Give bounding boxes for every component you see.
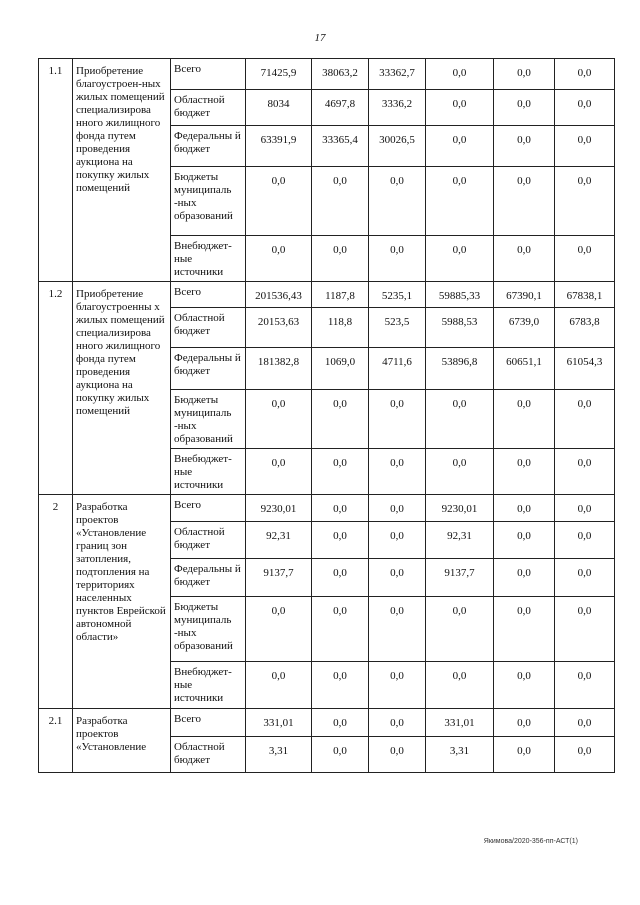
amount-cell: 67838,1	[555, 282, 615, 308]
amount-cell: 5235,1	[369, 282, 426, 308]
amount-cell: 0,0	[426, 597, 494, 662]
item-code: 2.1	[39, 709, 73, 773]
amount-cell: 0,0	[426, 167, 494, 236]
funding-source: Внебюджет-ные источники	[171, 449, 246, 495]
amount-cell: 0,0	[312, 709, 369, 737]
amount-cell: 0,0	[555, 126, 615, 167]
funding-source: Федеральны й бюджет	[171, 559, 246, 597]
amount-cell: 0,0	[369, 390, 426, 449]
amount-cell: 0,0	[494, 597, 555, 662]
amount-cell: 0,0	[312, 449, 369, 495]
amount-cell: 9230,01	[426, 495, 494, 522]
funding-source: Внебюджет-ные источники	[171, 236, 246, 282]
amount-cell: 0,0	[369, 236, 426, 282]
amount-cell: 201536,43	[246, 282, 312, 308]
amount-cell: 0,0	[494, 167, 555, 236]
amount-cell: 20153,63	[246, 308, 312, 348]
amount-cell: 1069,0	[312, 348, 369, 390]
amount-cell: 0,0	[369, 709, 426, 737]
table-row	[39, 59, 615, 90]
document-code: Якимова/2020-356-пп-АСТ(1)	[483, 838, 578, 845]
amount-cell: 3336,2	[369, 90, 426, 126]
amount-cell: 8034	[246, 90, 312, 126]
amount-cell: 0,0	[555, 90, 615, 126]
amount-cell: 0,0	[312, 597, 369, 662]
amount-cell: 0,0	[369, 662, 426, 709]
funding-source: Внебюджет-ные источники	[171, 662, 246, 709]
amount-cell: 331,01	[426, 709, 494, 737]
amount-cell: 9230,01	[246, 495, 312, 522]
amount-cell: 9137,7	[246, 559, 312, 597]
amount-cell: 0,0	[312, 662, 369, 709]
amount-cell: 0,0	[426, 236, 494, 282]
amount-cell: 0,0	[555, 559, 615, 597]
amount-cell: 523,5	[369, 308, 426, 348]
amount-cell: 0,0	[494, 59, 555, 90]
amount-cell: 0,0	[312, 737, 369, 773]
page-number: 17	[314, 32, 326, 44]
funding-source: Областной бюджет	[171, 522, 246, 559]
amount-cell: 0,0	[494, 709, 555, 737]
amount-cell: 92,31	[246, 522, 312, 559]
item-name: Разработка проектов «Установление	[73, 709, 171, 773]
item-name: Приобретение благоустроен-ных жилых помещений специализирова нного жилищного фонда путем проведения аукциона на покупку жилых помещений	[73, 59, 171, 282]
funding-source: Всего	[171, 59, 246, 90]
funding-source: Областной бюджет	[171, 90, 246, 126]
amount-cell: 0,0	[312, 495, 369, 522]
amount-cell: 5988,53	[426, 308, 494, 348]
amount-cell: 0,0	[555, 236, 615, 282]
table-row	[39, 495, 615, 522]
amount-cell: 0,0	[312, 167, 369, 236]
amount-cell: 0,0	[312, 236, 369, 282]
amount-cell: 59885,33	[426, 282, 494, 308]
amount-cell: 92,31	[426, 522, 494, 559]
amount-cell: 0,0	[369, 495, 426, 522]
amount-cell: 118,8	[312, 308, 369, 348]
amount-cell: 0,0	[555, 662, 615, 709]
amount-cell: 0,0	[555, 59, 615, 90]
amount-cell: 0,0	[312, 522, 369, 559]
amount-cell: 61054,3	[555, 348, 615, 390]
amount-cell: 0,0	[369, 597, 426, 662]
item-name: Приобретение благоустроенны х жилых помещений специализирова нного жилищного фонда путем проведения аукциона на покупку жилых помещений	[73, 282, 171, 495]
amount-cell: 60651,1	[494, 348, 555, 390]
amount-cell: 0,0	[312, 559, 369, 597]
funding-source: Бюджеты муниципаль -ных образований	[171, 597, 246, 662]
funding-source: Федеральны й бюджет	[171, 126, 246, 167]
amount-cell: 0,0	[369, 522, 426, 559]
amount-cell: 0,0	[494, 449, 555, 495]
amount-cell: 0,0	[369, 559, 426, 597]
amount-cell: 0,0	[369, 449, 426, 495]
amount-cell: 38063,2	[312, 59, 369, 90]
funding-source: Всего	[171, 495, 246, 522]
amount-cell: 0,0	[494, 495, 555, 522]
amount-cell: 6783,8	[555, 308, 615, 348]
amount-cell: 0,0	[426, 126, 494, 167]
amount-cell: 0,0	[246, 597, 312, 662]
amount-cell: 0,0	[494, 236, 555, 282]
amount-cell: 0,0	[494, 126, 555, 167]
funding-source: Областной бюджет	[171, 308, 246, 348]
amount-cell: 0,0	[555, 737, 615, 773]
amount-cell: 0,0	[555, 167, 615, 236]
amount-cell: 0,0	[555, 449, 615, 495]
funding-source: Областной бюджет	[171, 737, 246, 773]
amount-cell: 3,31	[246, 737, 312, 773]
amount-cell: 33365,4	[312, 126, 369, 167]
amount-cell: 30026,5	[369, 126, 426, 167]
item-name: Разработка проектов «Установление границ зон затопления, подтопления на территориях населенных пунктов Еврейской автономной области»	[73, 495, 171, 709]
funding-source: Всего	[171, 282, 246, 308]
amount-cell: 0,0	[555, 709, 615, 737]
amount-cell: 0,0	[494, 737, 555, 773]
amount-cell: 9137,7	[426, 559, 494, 597]
item-code: 1.2	[39, 282, 73, 495]
amount-cell: 0,0	[246, 167, 312, 236]
funding-source: Федеральны й бюджет	[171, 348, 246, 390]
amount-cell: 0,0	[494, 522, 555, 559]
amount-cell: 0,0	[426, 90, 494, 126]
amount-cell: 0,0	[312, 390, 369, 449]
amount-cell: 53896,8	[426, 348, 494, 390]
amount-cell: 33362,7	[369, 59, 426, 90]
amount-cell: 0,0	[494, 662, 555, 709]
amount-cell: 3,31	[426, 737, 494, 773]
amount-cell: 0,0	[555, 495, 615, 522]
table-row	[39, 709, 615, 737]
amount-cell: 1187,8	[312, 282, 369, 308]
amount-cell: 4711,6	[369, 348, 426, 390]
amount-cell: 0,0	[426, 59, 494, 90]
budget-table	[38, 58, 615, 773]
table-row	[39, 282, 615, 308]
amount-cell: 0,0	[555, 390, 615, 449]
funding-source: Бюджеты муниципаль -ных образований	[171, 390, 246, 449]
amount-cell: 63391,9	[246, 126, 312, 167]
item-code: 1.1	[39, 59, 73, 282]
amount-cell: 0,0	[246, 390, 312, 449]
amount-cell: 0,0	[369, 167, 426, 236]
amount-cell: 0,0	[426, 390, 494, 449]
funding-source: Всего	[171, 709, 246, 737]
amount-cell: 4697,8	[312, 90, 369, 126]
amount-cell: 0,0	[494, 90, 555, 126]
amount-cell: 67390,1	[494, 282, 555, 308]
amount-cell: 331,01	[246, 709, 312, 737]
amount-cell: 0,0	[494, 390, 555, 449]
amount-cell: 0,0	[426, 449, 494, 495]
item-code: 2	[39, 495, 73, 709]
amount-cell: 0,0	[555, 597, 615, 662]
amount-cell: 0,0	[426, 662, 494, 709]
amount-cell: 0,0	[246, 449, 312, 495]
amount-cell: 0,0	[494, 559, 555, 597]
amount-cell: 0,0	[555, 522, 615, 559]
amount-cell: 0,0	[246, 236, 312, 282]
amount-cell: 71425,9	[246, 59, 312, 90]
amount-cell: 6739,0	[494, 308, 555, 348]
funding-source: Бюджеты муниципаль -ных образований	[171, 167, 246, 236]
amount-cell: 181382,8	[246, 348, 312, 390]
amount-cell: 0,0	[369, 737, 426, 773]
amount-cell: 0,0	[246, 662, 312, 709]
